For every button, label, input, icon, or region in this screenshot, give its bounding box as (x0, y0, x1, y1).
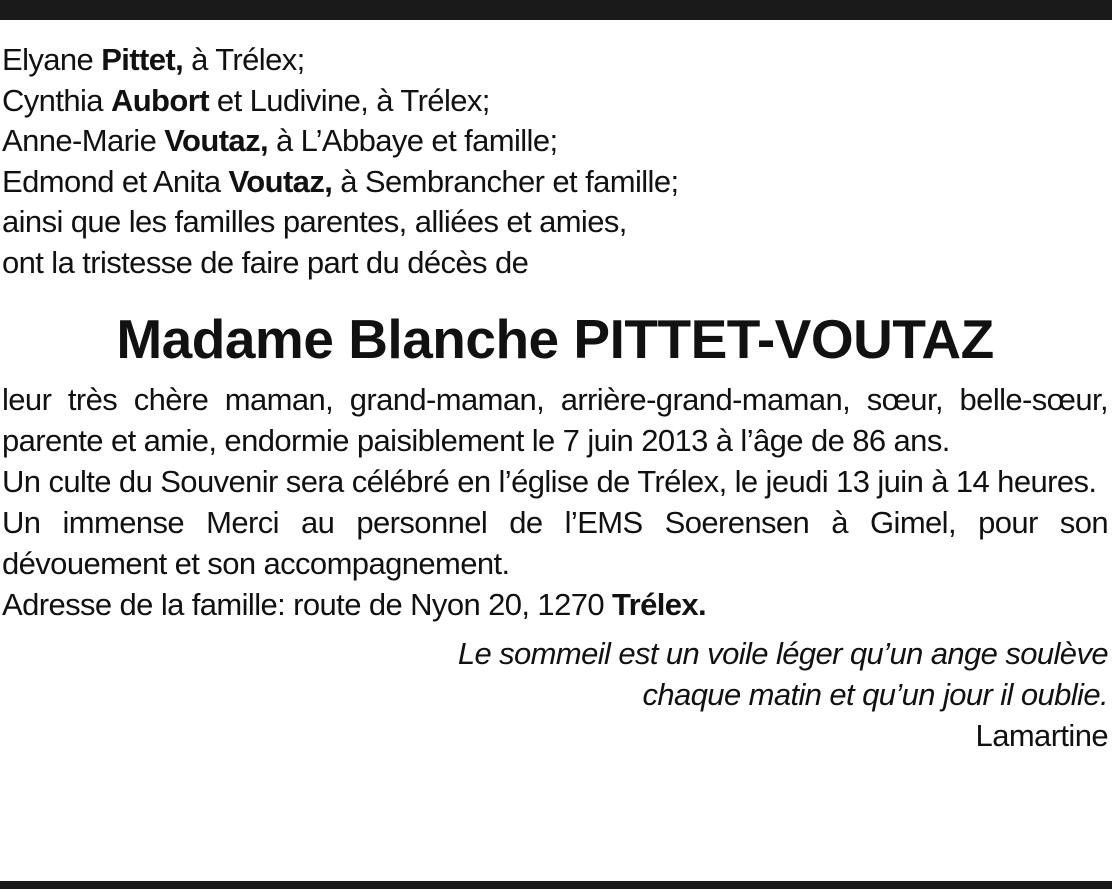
bottom-rule (0, 881, 1112, 889)
family-line-text: Anne-Marie (2, 123, 165, 158)
family-line (2, 202, 1108, 243)
family-address (2, 584, 1108, 625)
quote-author: Lamartine (975, 718, 1108, 753)
family-list (2, 40, 1108, 283)
family-line (2, 40, 1108, 81)
family-line-surname: Aubort (110, 82, 209, 118)
family-line-text: ainsi que les familles parentes, alliées et amies, (2, 204, 627, 239)
family-line-surname: Voutaz, (228, 163, 333, 199)
family-line-text: Cynthia (2, 82, 111, 118)
quote-line: chaque matin et qu’un jour il oublie. (642, 677, 1108, 712)
service-paragraph: Un culte du Souvenir sera célébré en l’église de Trélex, le jeudi 13 juin à 14 heures. (2, 464, 1097, 499)
address-text: Adresse de la famille: route de Nyon 20, 1270 (2, 587, 613, 622)
death-notice (2, 40, 1108, 756)
family-line-text: Elyane (2, 42, 102, 77)
family-line-text: à Sembrancher et famille; (332, 163, 679, 199)
family-line-text: à Trélex; (183, 42, 305, 77)
family-line (2, 162, 1108, 203)
address-locality: Trélex. (612, 587, 707, 622)
closing-quote (2, 633, 1108, 756)
family-line-text: ont la tristesse de faire part du décès de (2, 244, 529, 280)
family-line-text: et Ludivine, à Trélex; (208, 82, 490, 118)
family-line-surname: Pittet, (101, 42, 184, 77)
family-line-surname: Voutaz, (164, 123, 268, 158)
family-line-text: à L’Abbaye et famille; (268, 123, 558, 158)
family-line (2, 81, 1108, 122)
family-line (2, 121, 1108, 162)
notice-paragraph: leur très chère maman, grand-maman, arrière-grand-maman, sœur, belle-sœur, parente et amie, endormie paisiblement le 7 juin 2013 à l’âge de 86 ans. (2, 382, 1108, 458)
family-line-text: Edmond et Anita (2, 163, 229, 199)
quote-line: Le sommeil est un voile léger qu’un ange soulève (457, 636, 1108, 671)
family-line (2, 243, 1108, 284)
top-rule (0, 0, 1112, 20)
deceased-name: Madame Blanche PITTET-VOUTAZ (116, 308, 994, 370)
thanks-paragraph: Un immense Merci au personnel de l’EMS Soerensen à Gimel, pour son dévouement et son accompagnement. (2, 505, 1108, 581)
